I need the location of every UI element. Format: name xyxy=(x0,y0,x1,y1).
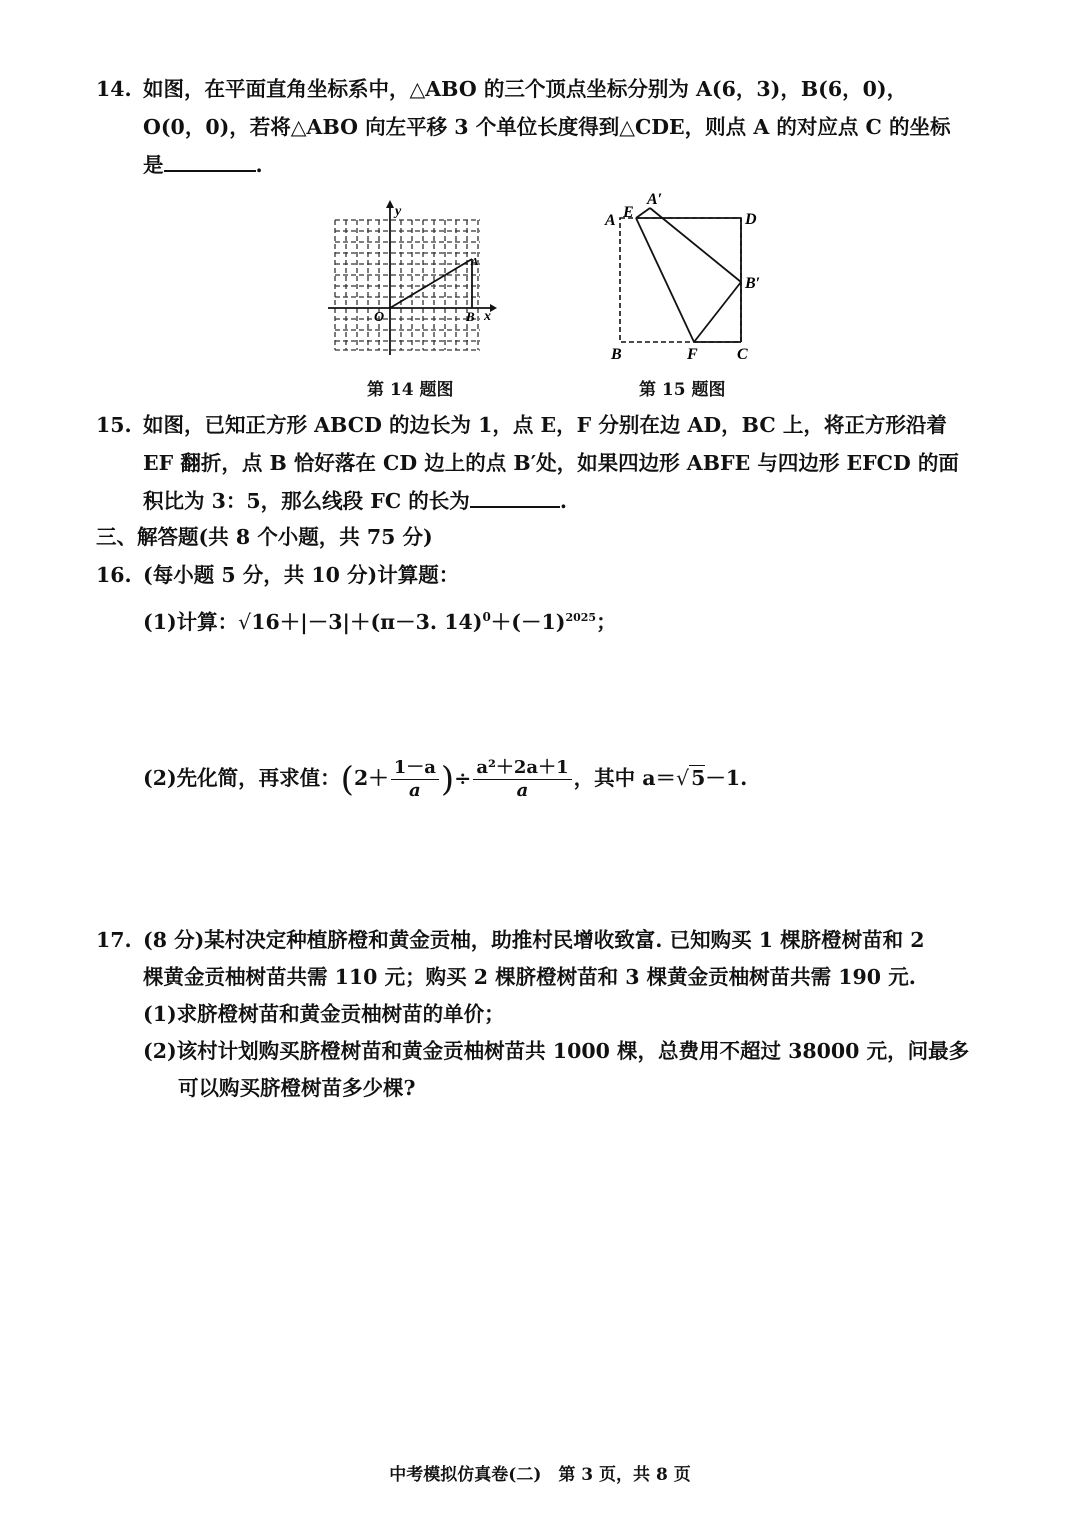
q16-part2-div: ÷ xyxy=(454,766,472,790)
q14-number-text: 14. xyxy=(96,77,132,101)
q14-line3-prefix: 是 xyxy=(143,153,164,177)
fraction-2-denominator: a xyxy=(516,780,529,801)
original-square-dashed xyxy=(620,218,741,342)
q15-line3-suffix: . xyxy=(559,489,567,513)
sqrt-symbol-2: √ xyxy=(676,766,690,790)
q15-text-line3 xyxy=(143,486,567,516)
segment-oa xyxy=(390,259,472,308)
q14-text-line1: 如图，在平面直角坐标系中，△ABO 的三个顶点坐标分别为 A(6，3)，B(6，0)， xyxy=(143,77,908,101)
q16-number: 16. xyxy=(96,563,132,587)
q15-text-line2: EF 翻折，点 B 恰好落在 CD 边上的点 B′处，如果四边形 ABFE 与四边形 EFCD 的面 xyxy=(143,451,959,475)
segment-b-prime-a-prime xyxy=(650,208,741,282)
figure-15-caption: 第 15 题图 xyxy=(639,380,726,400)
label-a-prime: A′ xyxy=(647,191,663,208)
sqrt-symbol: √ xyxy=(238,609,252,634)
label-a: A xyxy=(471,256,479,268)
q16-part2-label: (2)先化简，再求值： xyxy=(143,766,341,790)
label-b: B xyxy=(611,346,622,363)
q16-part1-exp: 2025 xyxy=(565,611,597,624)
grid-lines xyxy=(335,220,480,350)
figure-14-caption: 第 14 题图 xyxy=(367,380,454,400)
fraction-2 xyxy=(473,757,571,802)
q16-part2 xyxy=(143,748,747,808)
segment-a-prime-e xyxy=(636,208,650,218)
y-axis-arrow xyxy=(386,200,394,208)
left-paren: ( xyxy=(340,759,354,800)
label-o: O xyxy=(374,310,385,325)
section-3-heading: 三、解答题(共 8 个小题，共 75 分) xyxy=(96,525,433,549)
q16-part1 xyxy=(143,602,617,637)
fraction-1 xyxy=(391,757,439,802)
label-x: x xyxy=(484,309,491,324)
q16-part1-exp0: 0 xyxy=(482,610,491,624)
q14-line3-suffix: . xyxy=(255,153,263,177)
q17-text-line2: 棵黄金贡柚树苗共需 110 元；购买 2 棵脐橙树苗和 3 棵黄金贡柚树苗共需 190 元. xyxy=(143,965,916,989)
q17-text-line1: (8 分)某村决定种植脐橙和黄金贡柚，助推村民增收致富. 已知购买 1 棵脐橙树苗和 2 xyxy=(143,928,925,952)
q15-line3-prefix: 积比为 3：5，那么线段 FC 的长为 xyxy=(143,489,470,513)
q16-part2-end: －1. xyxy=(705,766,748,790)
label-e: E xyxy=(623,204,634,221)
q15-number: 15. xyxy=(96,413,132,437)
fraction-2-numerator: a²＋2a＋1 xyxy=(473,757,571,780)
figure-14-grid xyxy=(325,195,500,360)
q17-part2-line2: 可以购买脐橙树苗多少棵? xyxy=(178,1076,416,1100)
x-axis-arrow xyxy=(490,304,497,312)
q16-intro: (每小题 5 分，共 10 分)计算题： xyxy=(143,563,460,587)
q17-part2-line1: (2)该村计划购买脐橙树苗和黄金贡柚树苗共 1000 棵，总费用不超过 38000 元，问最多 xyxy=(143,1039,970,1063)
page-footer: 中考模拟仿真卷(二) 第 3 页，共 8 页 xyxy=(389,1465,691,1485)
q15-answer-blank[interactable] xyxy=(470,488,560,508)
q14-number-wrap xyxy=(96,74,132,104)
q15-text-line1: 如图，已知正方形 ABCD 的边长为 1，点 E，F 分别在边 AD，BC 上，将正方形沿着 xyxy=(143,413,947,437)
label-f: F xyxy=(687,346,698,363)
label-y: y xyxy=(395,204,402,219)
fraction-1-denominator: a xyxy=(408,780,421,801)
q16-part2-sqrt: 5 xyxy=(691,766,706,790)
label-c: C xyxy=(737,346,748,363)
q16-part2-a: 2＋ xyxy=(353,766,389,790)
q17-number: 17. xyxy=(96,928,132,952)
q14-answer-blank[interactable] xyxy=(164,152,256,172)
q14-text-line2: O(0，0)，若将△ABO 向左平移 3 个单位长度得到△CDE，则点 A 的对应点 C 的坐标 xyxy=(143,115,951,139)
q14-text-line3 xyxy=(143,150,263,180)
fraction-1-numerator: 1－a xyxy=(391,757,439,780)
q17-part1: (1)求脐橙树苗和黄金贡柚树苗的单价； xyxy=(143,1002,505,1026)
q16-part1-mid: ＋(－1) xyxy=(490,609,566,634)
q16-part2-tail: ，其中 a＝ xyxy=(573,766,677,790)
q16-part1-label: (1)计算： xyxy=(143,609,239,634)
right-paren: ) xyxy=(440,759,455,800)
label-d: D xyxy=(745,211,757,228)
label-a: A xyxy=(605,212,616,229)
q16-part1-end: ； xyxy=(596,609,617,634)
label-b-prime: B′ xyxy=(745,275,761,292)
figure-15-square xyxy=(598,188,773,366)
segment-fb-prime xyxy=(694,282,741,342)
label-b: B xyxy=(466,309,475,324)
q16-part1-expr: 16＋|－3|＋(π－3. 14) xyxy=(251,609,483,634)
